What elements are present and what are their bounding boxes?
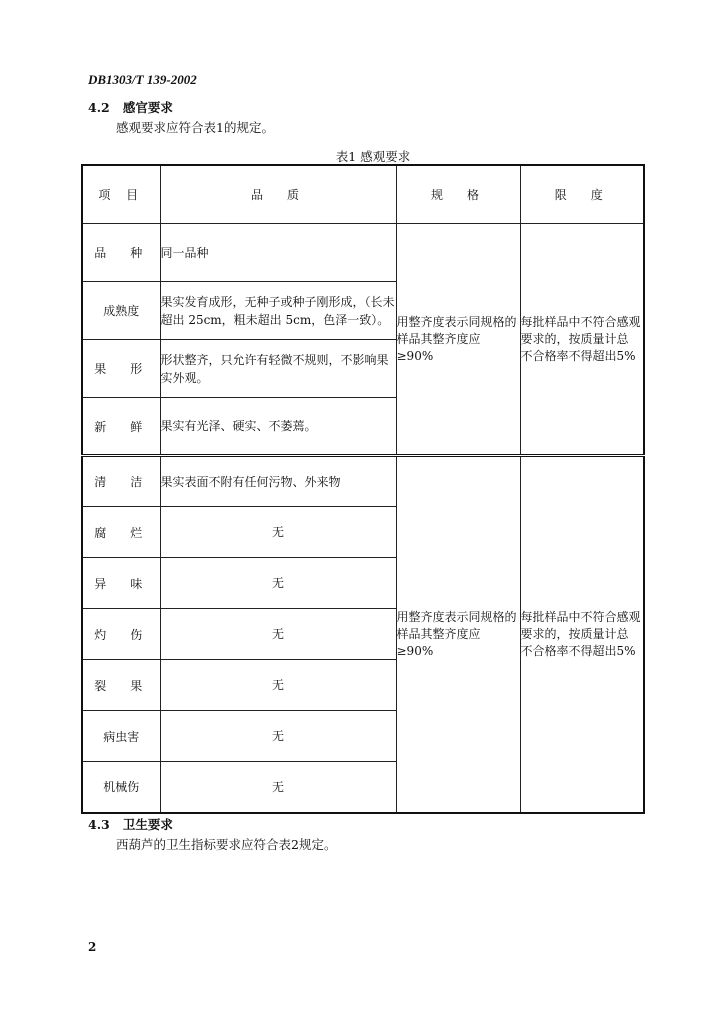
table-caption: 表1 感观要求 (335, 149, 411, 164)
table-row (82, 456, 644, 507)
group1-spec-text: 用整齐度表示同规格的样品其整齐度应 (396, 314, 517, 346)
group2-limit-value: 不合格率不得超出5% (520, 643, 636, 658)
row-quality: 无 (160, 507, 396, 558)
header-quality: 品 质 (160, 165, 396, 224)
row-item: 裂 果 (82, 660, 160, 711)
section-4-2-text: 感观要求应符合表1的规定。 (116, 120, 274, 135)
group1-spec-cell (396, 224, 520, 456)
row-quality: 果实发育成形，无种子或种子刚形成，（长未超出 25cm，粗未超出 5cm，色泽一致）。 (160, 282, 396, 340)
group2-spec-text: 用整齐度表示同规格的样品其整齐度应 (396, 609, 517, 641)
row-item: 腐 烂 (82, 507, 160, 558)
row-quality: 形状整齐，只允许有轻微不规则，不影响果实外观。 (160, 340, 396, 398)
row-item: 异 味 (82, 558, 160, 609)
row-item: 新 鲜 (82, 398, 160, 456)
document-code: DB1303/T 139-2002 (88, 72, 197, 87)
row-quality: 无 (160, 609, 396, 660)
row-quality: 果实有光泽、硬实、不萎蔫。 (160, 398, 396, 456)
group1-limit-value: 不合格率不得超出5% (520, 348, 636, 363)
section-4-3-number: 4.3 (88, 817, 110, 832)
row-item: 成熟度 (82, 282, 160, 340)
group1-spec-value: ≥90% (396, 348, 434, 363)
row-item: 机械伤 (82, 762, 160, 813)
group1-limit-text: 每批样品中不符合感观要求的，按质量计总 (520, 314, 641, 346)
section-4-3-title: 卫生要求 (122, 817, 173, 832)
header-limit: 限 度 (520, 165, 644, 224)
section-4-3-heading (88, 815, 173, 833)
row-item: 品 种 (82, 224, 160, 282)
row-item: 果 形 (82, 340, 160, 398)
group2-spec-cell (396, 456, 520, 813)
table-row (82, 224, 644, 282)
header-spec: 规 格 (396, 165, 520, 224)
row-quality: 无 (160, 660, 396, 711)
section-4-3-text: 西葫芦的卫生指标要求应符合表2规定。 (116, 837, 337, 852)
row-item: 清 洁 (82, 456, 160, 507)
row-quality: 果实表面不附有任何污物、外来物 (160, 456, 396, 507)
row-quality: 无 (160, 762, 396, 813)
row-quality: 无 (160, 558, 396, 609)
group1-limit-cell (520, 224, 644, 456)
group2-limit-text: 每批样品中不符合感观要求的，按质量计总 (520, 609, 641, 641)
section-4-2-number: 4.2 (88, 100, 110, 115)
group2-spec-value: ≥90% (396, 643, 434, 658)
header-item: 项 目 (82, 165, 160, 224)
section-4-2-heading (88, 98, 173, 116)
sensory-requirements-table (81, 164, 645, 814)
page-number: 2 (88, 940, 97, 954)
row-quality: 无 (160, 711, 396, 762)
row-item: 灼 伤 (82, 609, 160, 660)
row-item: 病虫害 (82, 711, 160, 762)
group2-limit-cell (520, 456, 644, 813)
row-quality: 同一品种 (160, 224, 396, 282)
section-4-2-title: 感官要求 (122, 100, 173, 115)
table-header-row (82, 165, 644, 224)
